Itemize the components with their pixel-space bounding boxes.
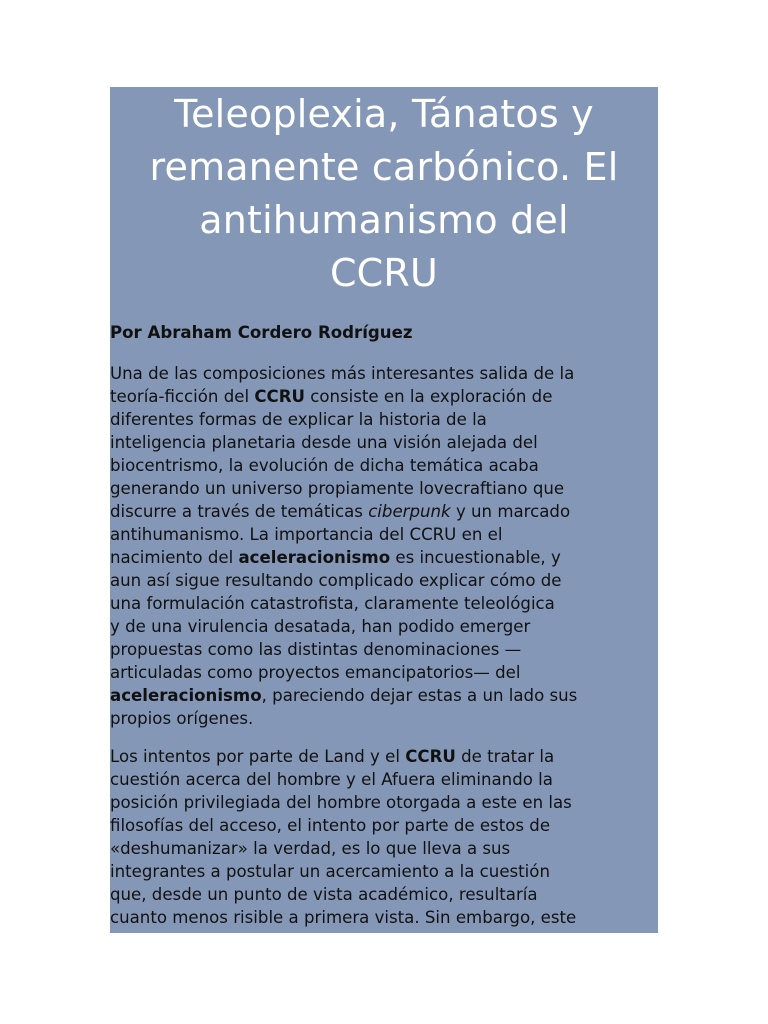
text-run: propuestas como las distintas denominaciones —: [110, 640, 522, 659]
text-run: generando un universo propiamente lovecraftiano que: [110, 479, 565, 498]
text-run: Los intentos por parte de Land y el: [110, 747, 406, 766]
text-run: nacimiento del: [110, 548, 239, 567]
text-run: consiste en la exploración de: [304, 387, 553, 406]
text-run: teoría-ficción del: [110, 387, 255, 406]
paragraph-line: [110, 569, 658, 592]
text-run: posición privilegiada del hombre otorgada a este en las: [110, 793, 572, 812]
body-paragraph: [110, 745, 658, 929]
title-line: antihumanismo del: [199, 198, 569, 242]
paragraph-line: [110, 638, 658, 661]
paragraph-line: [110, 684, 658, 707]
paragraph-line: [110, 883, 658, 906]
paragraph-line: [110, 707, 658, 730]
text-run: antihumanismo. La importancia del CCRU en el: [110, 525, 503, 544]
paragraph-line: [110, 500, 658, 523]
bold-text: CCRU: [254, 387, 305, 406]
bold-text: aceleracionismo: [110, 686, 262, 705]
paragraph-line: [110, 814, 658, 837]
text-run: y de una virulencia desatada, han podido emerger: [110, 617, 531, 636]
text-run: «deshumanizar» la verdad, es lo que lleva a sus: [110, 839, 511, 858]
paragraph-line: [110, 906, 658, 929]
text-run: biocentrismo, la evolución de dicha temática acaba: [110, 456, 539, 475]
paragraph-line: [110, 362, 658, 385]
paragraph-line: [110, 592, 658, 615]
text-run: cuestión acerca del hombre y el Afuera eliminando la: [110, 770, 553, 789]
article-body: [110, 362, 658, 933]
text-run: y un marcado: [450, 502, 571, 521]
paragraph-line: [110, 454, 658, 477]
text-run: articuladas como proyectos emancipatorios— del: [110, 663, 521, 682]
italic-text: ciberpunk: [368, 502, 451, 521]
paragraph-line: [110, 661, 658, 684]
document-page: [110, 87, 658, 933]
article-title: [110, 87, 658, 300]
title-line: Teleoplexia, Tánatos y: [174, 92, 594, 136]
paragraph-line: [110, 860, 658, 883]
text-run: filosofías del acceso, el intento por parte de estos de: [110, 816, 551, 835]
paragraph-line: [110, 431, 658, 454]
paragraph-line: [110, 837, 658, 860]
text-run: inteligencia planetaria desde una visión alejada del: [110, 433, 538, 452]
text-run: que, desde un punto de vista académico, resultaría: [110, 885, 538, 904]
title-line: CCRU: [329, 251, 439, 295]
paragraph-line: [110, 768, 658, 791]
text-run: discurre a través de temáticas: [110, 502, 369, 521]
text-run: propios orígenes.: [110, 709, 254, 728]
text-run: Una de las composiciones más interesantes salida de la: [110, 364, 575, 383]
paragraph-line: [110, 408, 658, 431]
body-paragraph: [110, 362, 658, 730]
paragraph-line: [110, 385, 658, 408]
text-run: es incuestionable, y: [390, 548, 561, 567]
title-line: remanente carbónico. El: [149, 145, 619, 189]
paragraph-line: [110, 745, 658, 768]
article-byline: Por Abraham Cordero Rodríguez: [110, 323, 413, 342]
paragraph-line: [110, 615, 658, 638]
text-run: , pareciendo dejar estas a un lado sus: [261, 686, 578, 705]
text-run: aun así sigue resultando complicado explicar cómo de: [110, 571, 562, 590]
text-run: diferentes formas de explicar la historia de la: [110, 410, 487, 429]
text-run: integrantes a postular un acercamiento a la cuestión: [110, 862, 550, 881]
paragraph-line: [110, 477, 658, 500]
paragraph-line: [110, 546, 658, 569]
paragraph-line: [110, 791, 658, 814]
bold-text: CCRU: [405, 747, 456, 766]
text-run: de tratar la: [455, 747, 555, 766]
text-run: cuanto menos risible a primera vista. Sin embargo, este: [110, 908, 577, 927]
paragraph-line: [110, 523, 658, 546]
text-run: una formulación catastrofista, claramente teleológica: [110, 594, 555, 613]
bold-text: aceleracionismo: [238, 548, 391, 567]
